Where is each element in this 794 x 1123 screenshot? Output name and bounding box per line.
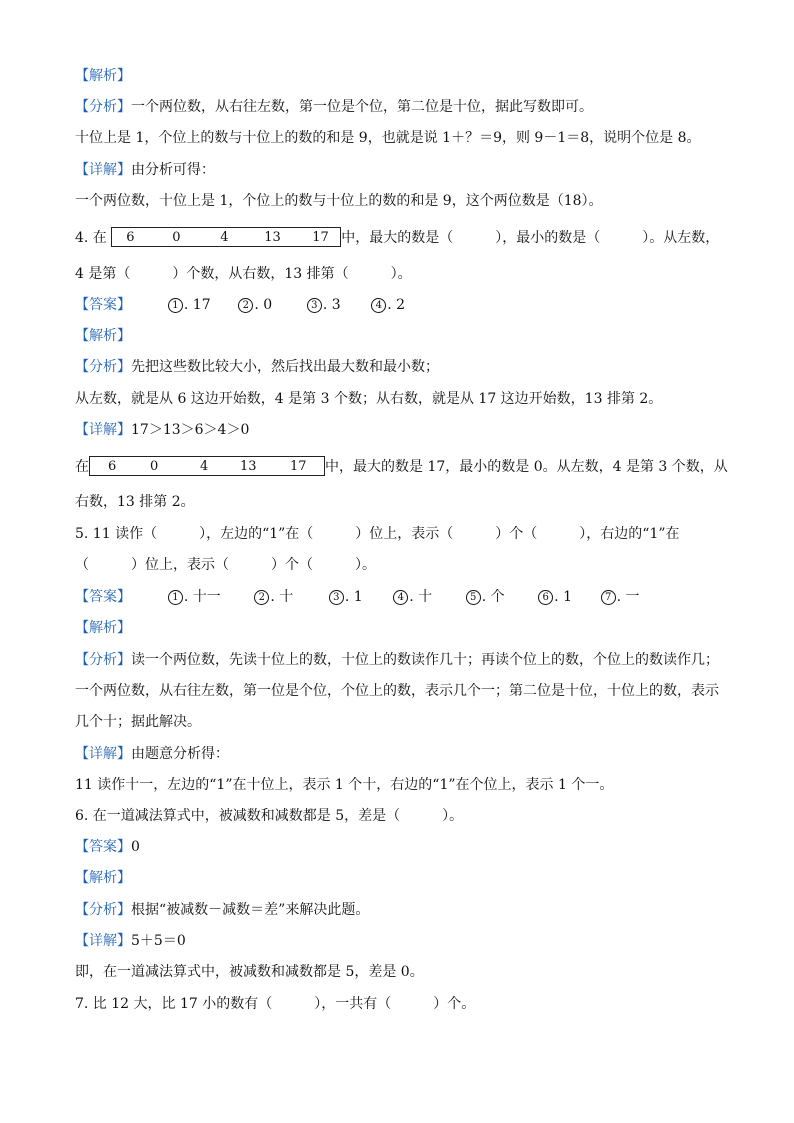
q3-detail-heading: 【详解】由分析可得： — [75, 162, 215, 178]
circled-number: 5 — [466, 590, 481, 605]
answer-item: 3 . 3 — [307, 295, 367, 315]
jiexi-heading-q4: 【解析】 — [75, 328, 131, 344]
answer-item: 4 . 2 — [371, 295, 405, 315]
q4-number: 4 — [220, 230, 229, 245]
jiexi-heading-q6: 【解析】 — [75, 870, 131, 886]
answer-item: 6 . 1 — [538, 587, 596, 607]
q3-detail: 一个两位数，十位上是 1，个位上的数与十位上的数的和是 9，这个两位数是（18）。 — [75, 193, 603, 209]
q4-analysis-2: 从左数，就是从 6 这边开始数，4 是第 3 个数；从右数，就是从 17 这边开始数，13 排第 2。 — [75, 391, 663, 407]
answer-item: 2 . 十 — [254, 587, 324, 607]
circled-number: 1 — [168, 590, 183, 605]
q4-answer: 【答案】 1 . 17 2 . 0 3 . 3 4 . 2 — [75, 297, 406, 313]
q4-question-line-2: 4 是第（ ）个数，从右数，13 排第（ ）。 — [75, 266, 412, 282]
q5-detail-heading: 【详解】由题意分析得： — [75, 746, 229, 762]
q4-detail-number-box — [89, 456, 325, 476]
q3-analysis: 【分析】一个两位数，从右往左数，第一位是个位，第二位是十位，据此写数即可。 — [75, 99, 593, 115]
answer-item: 5 . 个 — [466, 587, 534, 607]
circled-number: 3 — [307, 298, 322, 313]
q5-question-line-1: 5. 11 读作（ ），左边的“1”在（ ）位上，表示（ ）个（ ），右边的“1”在 — [75, 526, 680, 542]
q6-question: 6. 在一道减法算式中，被减数和减数都是 5，差是（ ）。 — [75, 808, 464, 824]
circled-number: 2 — [238, 298, 253, 313]
q4-number: 13 — [264, 230, 281, 245]
circled-number: 3 — [329, 590, 344, 605]
q4-detail-heading: 【详解】17＞13＞6＞4＞0 — [75, 422, 250, 438]
jiexi-heading-q5: 【解析】 — [75, 620, 131, 636]
q4-detail: 在 6 0 4 13 17 中，最大的数是 17，最小的数是 0。从左数，4 是第 3 个数，从 — [75, 456, 728, 477]
answer-item: 4 . 十 — [393, 587, 461, 607]
q6-answer: 【答案】0 — [75, 839, 140, 855]
circled-number: 1 — [168, 298, 183, 313]
q6-detail-heading: 【详解】5＋5＝0 — [75, 933, 186, 949]
q3-analysis-2: 十位上是 1，个位上的数与十位上的数的和是 9，也就是说 1＋？＝9，则 9－1＝8，说明个位是 8。 — [75, 130, 701, 146]
q4-number: 0 — [172, 230, 181, 245]
q4-number: 6 — [126, 230, 135, 245]
q4-number: 17 — [290, 459, 307, 474]
q4-number: 13 — [240, 459, 257, 474]
q4-number: 17 — [312, 230, 329, 245]
q4-number: 4 — [200, 459, 209, 474]
answer-item: 1 . 十一 — [168, 587, 250, 607]
answer-item: 3 . 1 — [329, 587, 389, 607]
q6-analysis: 【分析】根据“被减数－减数＝差”来解决此题。 — [75, 902, 370, 918]
answer-item: 1 . 17 — [168, 295, 234, 315]
q4-question-line-1: 4. 在 6 0 4 13 17 中，最大的数是（ ），最小的数是（ ）。从左数， — [75, 227, 719, 248]
circled-number: 4 — [371, 298, 386, 313]
circled-number: 2 — [254, 590, 269, 605]
q4-number-box — [111, 227, 341, 247]
q7-question: 7. 比 12 大，比 17 小的数有（ ），一共有（ ）个。 — [75, 996, 476, 1012]
q6-detail: 即，在一道减法算式中，被减数和减数都是 5，差是 0。 — [75, 964, 424, 980]
answer-item: 2 . 0 — [238, 295, 302, 315]
q4-analysis: 【分析】先把这些数比较大小，然后找出最大数和最小数； — [75, 359, 439, 375]
q4-number: 6 — [108, 459, 117, 474]
q5-analysis-2: 一个两位数，从右往左数，第一位是个位，个位上的数，表示几个一；第二位是十位，十位上的数，表示 — [75, 683, 719, 699]
q4-number: 0 — [150, 459, 159, 474]
circled-number: 6 — [538, 590, 553, 605]
jiexi-heading-q3: 【解析】 — [75, 68, 131, 84]
q5-analysis-3: 几个十；据此解决。 — [75, 714, 201, 730]
circled-number: 4 — [393, 590, 408, 605]
circled-number: 7 — [601, 590, 616, 605]
q5-analysis: 【分析】读一个两位数，先读十位上的数，十位上的数读作几十；再读个位上的数，个位上的数读作几； — [75, 652, 719, 668]
q4-detail-2: 右数，13 排第 2。 — [75, 494, 195, 510]
answer-item: 7 . 一 — [601, 587, 640, 607]
q5-question-line-2: （ ）位上，表示（ ）个（ ）。 — [75, 557, 376, 573]
q5-answer: 【答案】 1 . 十一 2 . 十 3 . 1 4 . 十 5 . 个 6 . 1 7 . 一 — [75, 589, 640, 605]
q5-detail: 11 读作十一，左边的“1”在十位上，表示 1 个十，右边的“1”在个位上，表示 1 个一。 — [75, 777, 614, 793]
